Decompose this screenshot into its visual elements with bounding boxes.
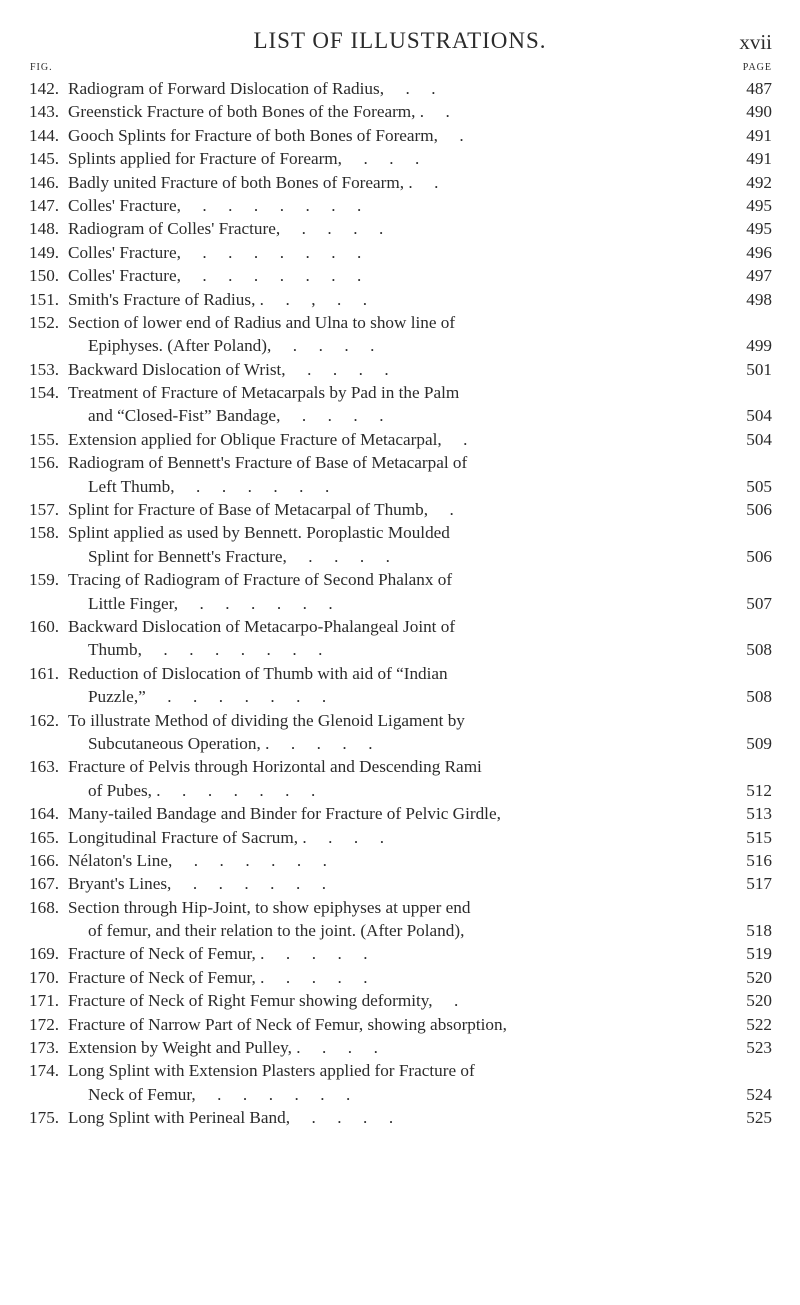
figure-number: 153. <box>29 359 60 379</box>
page-number: 516 <box>746 850 772 870</box>
figure-caption: Extension applied for Oblique Fracture of Metacarpal, . <box>68 429 468 449</box>
entry-line <box>0 1059 800 1082</box>
figure-caption: Backward Dislocation of Wrist, . . . . <box>68 359 389 379</box>
figure-caption: of Pubes, . . . . . . . <box>88 780 316 800</box>
figure-caption: Splint applied as used by Bennett. Poroplastic Moulded <box>68 523 450 543</box>
page-number: 508 <box>746 640 772 660</box>
page-number: 495 <box>746 219 772 239</box>
figure-number: 171. <box>29 991 60 1011</box>
list-item <box>0 311 800 358</box>
page-number: 495 <box>746 195 772 215</box>
page-number: 513 <box>746 804 772 824</box>
list-item <box>0 872 800 895</box>
page-number: 504 <box>746 429 772 449</box>
list-item <box>0 288 800 311</box>
figure-number: 149. <box>29 242 60 262</box>
list-item <box>0 77 800 100</box>
figure-caption: of femur, and their relation to the joint. (After Poland), <box>88 921 465 941</box>
entry-line <box>0 989 800 1012</box>
entry-line <box>0 662 800 685</box>
entry-continuation-line <box>0 475 800 498</box>
figure-caption: Radiogram of Colles' Fracture, . . . . <box>68 219 384 239</box>
entry-line <box>0 872 800 895</box>
figure-caption: Colles' Fracture, . . . . . . . <box>68 195 362 215</box>
page-number: 520 <box>746 991 772 1011</box>
entry-continuation-line <box>0 592 800 615</box>
figure-number: 169. <box>29 944 60 964</box>
figure-number: 148. <box>29 219 60 239</box>
entry-line <box>0 381 800 404</box>
figure-number: 166. <box>29 850 60 870</box>
page-number: 491 <box>746 149 772 169</box>
figure-number: 162. <box>29 710 60 730</box>
figure-caption: Bryant's Lines, . . . . . . <box>68 874 327 894</box>
page-number: 505 <box>746 476 772 496</box>
list-item <box>0 124 800 147</box>
entry-line <box>0 241 800 264</box>
list-item <box>0 802 800 825</box>
figure-number: 142. <box>29 79 60 98</box>
page-number: 499 <box>746 336 772 356</box>
figure-caption: Section through Hip-Joint, to show epiphyses at upper end <box>68 897 471 917</box>
figure-number: 170. <box>29 967 60 987</box>
figure-number: 164. <box>29 804 60 824</box>
entry-line <box>0 1036 800 1059</box>
entry-line <box>0 521 800 544</box>
figure-caption: Badly united Fracture of both Bones of Forearm, . . <box>68 172 439 192</box>
page-number: 507 <box>746 593 772 613</box>
figure-number: 163. <box>29 757 60 777</box>
figure-number: 167. <box>29 874 60 894</box>
list-item <box>0 147 800 170</box>
entry-line <box>0 1013 800 1036</box>
figure-caption: Splints applied for Fracture of Forearm, . . . <box>68 149 420 169</box>
list-item <box>0 1036 800 1059</box>
page-number: 491 <box>746 125 772 145</box>
figure-caption: Gooch Splints for Fracture of both Bones of Forearm, . <box>68 125 464 145</box>
list-item <box>0 568 800 615</box>
page-number: 512 <box>746 780 772 800</box>
list-item <box>0 498 800 521</box>
entry-continuation-line <box>0 638 800 661</box>
entry-continuation-line <box>0 779 800 802</box>
figure-caption: Puzzle,” . . . . . . . <box>88 687 327 707</box>
entry-line <box>0 171 800 194</box>
entry-line <box>0 1106 800 1129</box>
figure-number: 173. <box>29 1038 60 1058</box>
figure-number: 146. <box>29 172 60 192</box>
list-item <box>0 451 800 498</box>
entry-line <box>0 568 800 591</box>
figure-caption: Epiphyses. (After Poland), . . . . <box>88 336 375 356</box>
figure-number: 175. <box>29 1108 60 1128</box>
figure-number: 145. <box>29 149 60 169</box>
figure-caption: Left Thumb, . . . . . . <box>88 476 330 496</box>
page-number: 501 <box>746 359 772 379</box>
figure-number: 160. <box>29 616 60 636</box>
figure-caption: Tracing of Radiogram of Fracture of Second Phalanx of <box>68 570 453 590</box>
page-number: 525 <box>746 1108 772 1128</box>
list-item <box>0 966 800 989</box>
list-item <box>0 217 800 240</box>
page-number: 490 <box>746 102 772 122</box>
figure-caption: and “Closed-Fist” Bandage, . . . . <box>88 406 384 426</box>
entry-line <box>0 124 800 147</box>
figure-caption: Treatment of Fracture of Metacarpals by Pad in the Palm <box>68 383 460 403</box>
entry-line <box>0 77 800 100</box>
figure-caption: Colles' Fracture, . . . . . . . <box>68 266 362 286</box>
entry-line <box>0 194 800 217</box>
figure-caption: Fracture of Neck of Femur, . . . . . <box>68 944 368 964</box>
figure-caption: Smith's Fracture of Radius, . . , . . <box>68 289 368 309</box>
page-number: 508 <box>746 687 772 707</box>
figure-caption: Nélaton's Line, . . . . . . <box>68 850 327 870</box>
figure-caption: Fracture of Neck of Right Femur showing deformity, . <box>68 991 459 1011</box>
list-item <box>0 942 800 965</box>
page-number: 520 <box>746 967 772 987</box>
entry-line <box>0 826 800 849</box>
figure-number: 152. <box>29 312 60 332</box>
page-number: 504 <box>746 406 772 426</box>
figure-caption: Backward Dislocation of Metacarpo-Phalangeal Joint of <box>68 616 456 636</box>
figure-number: 159. <box>29 570 60 590</box>
page-number: 515 <box>746 827 772 847</box>
list-item <box>0 826 800 849</box>
figure-caption: Section of lower end of Radius and Ulna to show line of <box>68 312 456 332</box>
list-item <box>0 100 800 123</box>
page-number: 518 <box>746 921 772 941</box>
list-item <box>0 521 800 568</box>
entry-line <box>0 311 800 334</box>
page-number: 492 <box>746 172 772 192</box>
list-item <box>0 1013 800 1036</box>
figure-caption: Little Finger, . . . . . . <box>88 593 333 613</box>
figure-caption: Many-tailed Bandage and Binder for Fracture of Pelvic Girdle, <box>68 804 501 824</box>
list-item <box>0 1059 800 1106</box>
figure-number: 165. <box>29 827 60 847</box>
list-item <box>0 896 800 943</box>
list-item <box>0 615 800 662</box>
page-number: 517 <box>746 874 772 894</box>
entry-continuation-line <box>0 1083 800 1106</box>
figure-caption: Splint for Bennett's Fracture, . . . . <box>88 546 390 566</box>
entry-line <box>0 217 800 240</box>
entry-line <box>0 755 800 778</box>
figure-caption: To illustrate Method of dividing the Glenoid Ligament by <box>68 710 465 730</box>
running-head <box>0 28 800 58</box>
page-number: 498 <box>746 289 772 309</box>
entry-line <box>0 942 800 965</box>
figure-caption: Neck of Femur, . . . . . . <box>88 1084 351 1104</box>
list-item <box>0 755 800 802</box>
figure-number: 147. <box>29 195 60 215</box>
figure-caption: Greenstick Fracture of both Bones of the Forearm, . . <box>68 102 450 122</box>
page-column-heading: PAGE <box>742 62 772 73</box>
figure-caption: Fracture of Neck of Femur, . . . . . <box>68 967 368 987</box>
entry-line <box>0 896 800 919</box>
figure-caption: Extension by Weight and Pulley, . . . . <box>68 1038 378 1058</box>
figure-number: 154. <box>29 383 60 403</box>
column-headings <box>0 62 800 78</box>
figure-number: 143. <box>29 102 60 122</box>
entry-line <box>0 802 800 825</box>
figure-number: 150. <box>29 266 60 286</box>
entry-continuation-line <box>0 685 800 708</box>
list-item <box>0 264 800 287</box>
list-item <box>0 194 800 217</box>
entry-continuation-line <box>0 334 800 357</box>
page-number: 522 <box>746 1014 772 1034</box>
page-number: 506 <box>746 500 772 520</box>
figure-caption: Colles' Fracture, . . . . . . . <box>68 242 362 262</box>
page-number: 487 <box>746 79 772 98</box>
page-number: 497 <box>746 266 772 286</box>
figure-caption: Subcutaneous Operation, . . . . . <box>88 733 373 753</box>
list-item <box>0 241 800 264</box>
figure-caption: Longitudinal Fracture of Sacrum, . . . . <box>68 827 384 847</box>
figure-caption: Radiogram of Bennett's Fracture of Base of Metacarpal of <box>68 453 468 473</box>
list-item <box>0 171 800 194</box>
list-item <box>0 662 800 709</box>
figure-number: 157. <box>29 500 60 520</box>
entry-continuation-line <box>0 404 800 427</box>
page-number: 524 <box>746 1084 772 1104</box>
page-title: LIST OF ILLUSTRATIONS. <box>253 28 547 53</box>
list-item <box>0 709 800 756</box>
entry-line <box>0 288 800 311</box>
page-number: 519 <box>746 944 772 964</box>
entry-line <box>0 264 800 287</box>
page-number: 506 <box>746 546 772 566</box>
fig-column-heading: FIG. <box>30 62 53 73</box>
list-item <box>0 1106 800 1129</box>
list-item <box>0 849 800 872</box>
figure-number: 156. <box>29 453 60 473</box>
figure-number: 161. <box>29 663 60 683</box>
page-numeral: xvii <box>739 30 772 54</box>
figure-number: 155. <box>29 429 60 449</box>
page-number: 496 <box>746 242 772 262</box>
figure-caption: Long Splint with Perineal Band, . . . . <box>68 1108 394 1128</box>
entry-line <box>0 849 800 872</box>
figure-caption: Radiogram of Forward Dislocation of Radius, . . <box>68 79 436 98</box>
list-item <box>0 428 800 451</box>
page-number: 523 <box>746 1038 772 1058</box>
entry-line <box>0 100 800 123</box>
list-item <box>0 358 800 381</box>
figure-caption: Reduction of Dislocation of Thumb with aid of “Indian <box>68 663 448 683</box>
entry-line <box>0 498 800 521</box>
figure-caption: Thumb, . . . . . . . <box>88 640 323 660</box>
entry-line <box>0 451 800 474</box>
figure-number: 151. <box>29 289 60 309</box>
figure-number: 158. <box>29 523 60 543</box>
entry-line <box>0 966 800 989</box>
figure-caption: Fracture of Pelvis through Horizontal and Descending Rami <box>68 757 482 777</box>
figure-caption: Fracture of Narrow Part of Neck of Femur, showing absorption, <box>68 1014 507 1034</box>
entry-line <box>0 615 800 638</box>
figure-number: 168. <box>29 897 60 917</box>
entry-line <box>0 358 800 381</box>
page-number: 509 <box>746 733 772 753</box>
figure-number: 172. <box>29 1014 60 1034</box>
figure-number: 144. <box>29 125 60 145</box>
illustrations-list <box>0 77 800 1130</box>
entry-line <box>0 709 800 732</box>
list-item <box>0 989 800 1012</box>
entry-continuation-line <box>0 919 800 942</box>
figure-caption: Long Splint with Extension Plasters applied for Fracture of <box>68 1061 475 1081</box>
entry-line <box>0 147 800 170</box>
figure-number: 174. <box>29 1061 60 1081</box>
figure-caption: Splint for Fracture of Base of Metacarpal of Thumb, . <box>68 500 454 520</box>
list-item <box>0 381 800 428</box>
entry-line <box>0 428 800 451</box>
entry-continuation-line <box>0 545 800 568</box>
entry-continuation-line <box>0 732 800 755</box>
